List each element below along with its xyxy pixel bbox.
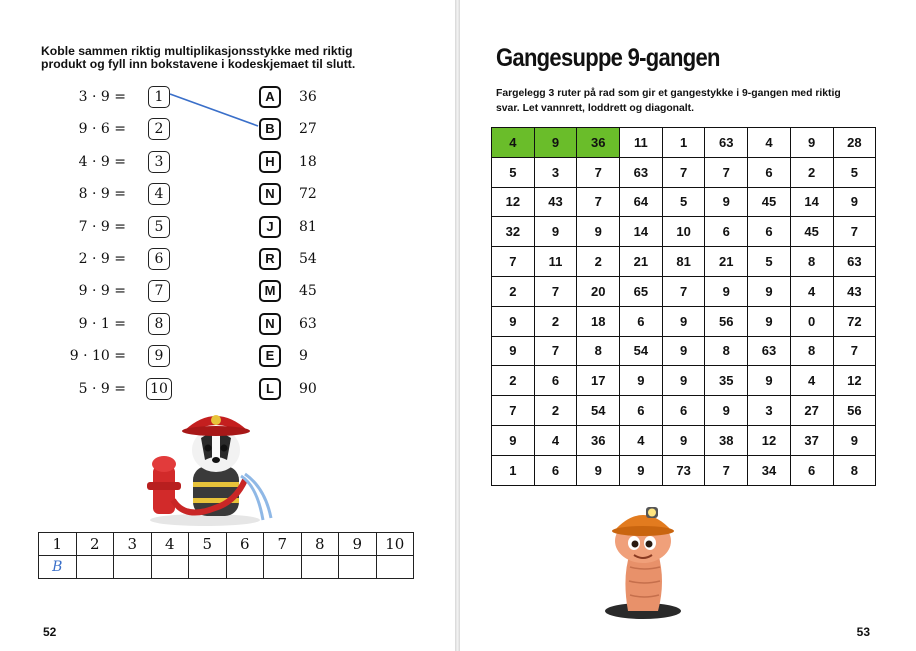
number-grid (491, 127, 876, 486)
grid-cell[interactable]: 63 (833, 247, 876, 277)
letter-box[interactable]: E (259, 345, 281, 367)
code-answer-cell[interactable] (376, 556, 414, 579)
grid-row (492, 396, 876, 426)
grid-cell[interactable]: 9 (577, 217, 620, 247)
grid-cell[interactable]: 0 (790, 306, 833, 336)
grid-cell[interactable]: 8 (577, 336, 620, 366)
grid-cell[interactable]: 7 (534, 276, 577, 306)
match-row (0, 245, 455, 273)
grid-cell[interactable]: 8 (790, 336, 833, 366)
code-header-cell: 10 (376, 533, 414, 556)
grid-cell[interactable]: 6 (705, 217, 748, 247)
grid-cell[interactable]: 7 (833, 336, 876, 366)
grid-cell[interactable]: 72 (833, 306, 876, 336)
code-table (38, 532, 414, 579)
grid-cell[interactable]: 14 (790, 187, 833, 217)
grid-cell[interactable]: 2 (492, 276, 535, 306)
multiplication-expression: 4 · 9 = (78, 153, 126, 170)
grid-cell[interactable]: 7 (577, 157, 620, 187)
right-instruction: Fargelegg 3 ruter på rad som gir et gangestykke i 9-gangen med riktig svar. Let vannrett, loddrett og diagonalt. (496, 88, 841, 114)
code-answer-cell[interactable] (264, 556, 302, 579)
grid-cell[interactable]: 4 (492, 128, 535, 158)
grid-cell[interactable]: 7 (662, 157, 705, 187)
grid-cell[interactable]: 9 (534, 217, 577, 247)
match-row (0, 180, 455, 208)
product-value: 18 (299, 153, 317, 170)
grid-cell[interactable]: 9 (705, 276, 748, 306)
product-value: 45 (299, 283, 317, 300)
number-box[interactable]: 6 (148, 248, 170, 270)
grid-cell[interactable]: 9 (620, 455, 663, 485)
grid-cell[interactable]: 9 (662, 306, 705, 336)
grid-cell[interactable]: 5 (833, 157, 876, 187)
grid-row (492, 306, 876, 336)
match-row (0, 213, 455, 241)
grid-cell[interactable]: 38 (705, 425, 748, 455)
left-instruction: Koble sammen riktig multiplikasjonsstykke med riktig produkt og fyll inn bokstavene i kodeskjemaet til slutt. (41, 44, 356, 71)
worm-miner-illustration (588, 497, 698, 622)
grid-cell[interactable]: 63 (748, 336, 791, 366)
grid-row (492, 366, 876, 396)
grid-cell[interactable]: 28 (833, 128, 876, 158)
code-answer-cell[interactable] (301, 556, 339, 579)
code-header-cell: 3 (114, 533, 152, 556)
grid-cell[interactable]: 5 (492, 157, 535, 187)
grid-cell[interactable]: 9 (748, 306, 791, 336)
product-value: 36 (299, 89, 317, 105)
product-value: 81 (299, 218, 317, 235)
grid-cell[interactable]: 54 (620, 336, 663, 366)
grid-row (492, 425, 876, 455)
grid-cell[interactable]: 54 (577, 396, 620, 426)
grid-cell[interactable]: 7 (492, 396, 535, 426)
match-row (0, 277, 455, 305)
multiplication-expression: 2 · 9 = (78, 251, 126, 267)
grid-cell[interactable]: 4 (748, 128, 791, 158)
grid-cell[interactable]: 6 (534, 455, 577, 485)
grid-cell[interactable]: 2 (534, 306, 577, 336)
letter-box[interactable]: J (259, 216, 281, 238)
grid-cell[interactable]: 12 (492, 187, 535, 217)
multiplication-expression: 9 · 9 = (78, 283, 126, 300)
badger-firefighter-illustration (145, 408, 275, 528)
number-box[interactable]: 4 (148, 183, 170, 205)
grid-row (492, 157, 876, 187)
multiplication-expression: 7 · 9 = (78, 218, 126, 235)
page-title: Gangesuppe 9-gangen (496, 44, 720, 72)
letter-box[interactable]: A (259, 86, 281, 108)
grid-cell[interactable]: 21 (620, 247, 663, 277)
page-number-left: 52 (43, 625, 57, 639)
grid-cell[interactable]: 9 (833, 187, 876, 217)
code-answer-cell[interactable]: B (39, 556, 77, 579)
grid-cell[interactable]: 43 (534, 187, 577, 217)
grid-cell[interactable]: 5 (662, 187, 705, 217)
number-box[interactable]: 2 (148, 118, 170, 140)
number-box[interactable]: 5 (148, 216, 170, 238)
product-value: 27 (299, 121, 317, 138)
grid-cell[interactable]: 3 (748, 396, 791, 426)
grid-cell[interactable]: 1 (662, 128, 705, 158)
grid-cell[interactable]: 8 (790, 247, 833, 277)
grid-cell[interactable]: 9 (705, 396, 748, 426)
grid-cell[interactable]: 2 (492, 366, 535, 396)
code-answer-cell[interactable] (189, 556, 227, 579)
grid-cell[interactable]: 9 (790, 128, 833, 158)
grid-cell[interactable]: 9 (748, 366, 791, 396)
grid-cell[interactable]: 9 (577, 455, 620, 485)
product-value: 9 (299, 348, 308, 365)
multiplication-expression: 9 · 1 = (78, 315, 126, 332)
grid-cell[interactable]: 7 (705, 455, 748, 485)
grid-cell[interactable]: 12 (748, 425, 791, 455)
page-number-right: 53 (856, 625, 870, 639)
code-answer-cell[interactable] (151, 556, 189, 579)
grid-cell[interactable]: 7 (833, 217, 876, 247)
match-row (0, 148, 455, 176)
code-answer-cell[interactable] (226, 556, 264, 579)
grid-cell[interactable]: 6 (534, 366, 577, 396)
grid-cell[interactable]: 8 (833, 455, 876, 485)
grid-cell[interactable]: 10 (662, 217, 705, 247)
grid-cell[interactable]: 6 (662, 396, 705, 426)
grid-cell[interactable]: 9 (662, 425, 705, 455)
left-page (0, 0, 455, 651)
product-value: 54 (299, 251, 317, 267)
letter-box[interactable]: N (259, 313, 281, 335)
grid-cell[interactable]: 35 (705, 366, 748, 396)
grid-row (492, 276, 876, 306)
grid-cell[interactable]: 7 (534, 336, 577, 366)
letter-box[interactable]: B (259, 118, 281, 140)
grid-cell[interactable]: 3 (534, 157, 577, 187)
code-header-cell: 2 (76, 533, 114, 556)
code-answer-cell[interactable] (114, 556, 152, 579)
grid-cell[interactable]: 12 (833, 366, 876, 396)
grid-cell[interactable]: 6 (620, 306, 663, 336)
grid-cell[interactable]: 45 (748, 187, 791, 217)
number-box[interactable]: 1 (148, 86, 170, 108)
code-header-cell: 5 (189, 533, 227, 556)
grid-cell[interactable]: 56 (705, 306, 748, 336)
grid-cell[interactable]: 4 (790, 366, 833, 396)
grid-cell[interactable]: 7 (705, 157, 748, 187)
product-value: 63 (299, 315, 317, 332)
grid-cell[interactable]: 9 (620, 366, 663, 396)
multiplication-expression: 3 · 9 = (78, 89, 126, 105)
grid-cell[interactable]: 7 (492, 247, 535, 277)
number-box[interactable]: 9 (148, 345, 170, 367)
grid-cell[interactable]: 21 (705, 247, 748, 277)
number-box[interactable]: 7 (148, 280, 170, 302)
grid-cell[interactable]: 36 (577, 128, 620, 158)
grid-cell[interactable]: 11 (620, 128, 663, 158)
match-row (0, 310, 455, 338)
grid-cell[interactable]: 4 (790, 276, 833, 306)
grid-row (492, 217, 876, 247)
code-header-cell: 9 (339, 533, 377, 556)
multiplication-expression: 9 · 6 = (78, 121, 126, 138)
grid-cell[interactable]: 5 (748, 247, 791, 277)
letter-box[interactable]: H (259, 151, 281, 173)
grid-cell[interactable]: 32 (492, 217, 535, 247)
grid-cell[interactable]: 73 (662, 455, 705, 485)
multiplication-expression: 5 · 9 = (78, 380, 126, 397)
grid-cell[interactable]: 6 (790, 455, 833, 485)
grid-cell[interactable]: 6 (620, 396, 663, 426)
grid-cell[interactable]: 64 (620, 187, 663, 217)
grid-cell[interactable]: 56 (833, 396, 876, 426)
grid-cell[interactable]: 9 (492, 425, 535, 455)
grid-cell[interactable]: 8 (705, 336, 748, 366)
grid-cell[interactable]: 9 (705, 187, 748, 217)
grid-cell[interactable]: 14 (620, 217, 663, 247)
grid-cell[interactable]: 9 (748, 276, 791, 306)
multiplication-expression: 8 · 9 = (78, 186, 126, 203)
grid-row (492, 247, 876, 277)
code-header-cell: 6 (226, 533, 264, 556)
grid-cell[interactable]: 1 (492, 455, 535, 485)
grid-cell[interactable]: 9 (492, 336, 535, 366)
right-page (460, 0, 916, 651)
letter-box[interactable]: L (259, 378, 281, 400)
match-row (0, 342, 455, 370)
product-value: 72 (299, 186, 317, 203)
grid-cell[interactable]: 7 (662, 276, 705, 306)
grid-row (492, 336, 876, 366)
code-header-cell: 8 (301, 533, 339, 556)
grid-row (492, 455, 876, 485)
grid-cell[interactable]: 9 (662, 336, 705, 366)
match-row (0, 375, 455, 403)
grid-cell[interactable]: 18 (577, 306, 620, 336)
grid-cell[interactable]: 9 (492, 306, 535, 336)
grid-cell[interactable]: 7 (577, 187, 620, 217)
code-answer-cell[interactable] (339, 556, 377, 579)
grid-cell[interactable]: 4 (534, 425, 577, 455)
grid-cell[interactable]: 11 (534, 247, 577, 277)
grid-cell[interactable]: 37 (790, 425, 833, 455)
grid-cell[interactable]: 45 (790, 217, 833, 247)
grid-cell[interactable]: 9 (662, 366, 705, 396)
grid-cell[interactable]: 81 (662, 247, 705, 277)
code-answer-cell[interactable] (76, 556, 114, 579)
match-row (0, 115, 455, 143)
grid-cell[interactable]: 4 (620, 425, 663, 455)
letter-box[interactable]: R (259, 248, 281, 270)
grid-cell[interactable]: 6 (748, 217, 791, 247)
grid-cell[interactable]: 20 (577, 276, 620, 306)
grid-cell[interactable]: 63 (705, 128, 748, 158)
number-box[interactable]: 10 (146, 378, 172, 400)
grid-row (492, 187, 876, 217)
code-header-cell: 4 (151, 533, 189, 556)
grid-cell[interactable]: 17 (577, 366, 620, 396)
grid-cell[interactable]: 2 (790, 157, 833, 187)
grid-cell[interactable]: 2 (534, 396, 577, 426)
multiplication-expression: 9 · 10 = (69, 348, 126, 365)
code-header-cell: 1 (39, 533, 77, 556)
letter-box[interactable]: M (259, 280, 281, 302)
number-box[interactable]: 3 (148, 151, 170, 173)
grid-row (492, 128, 876, 158)
grid-cell[interactable]: 27 (790, 396, 833, 426)
match-row (0, 83, 455, 111)
code-header-cell: 7 (264, 533, 302, 556)
number-box[interactable]: 8 (148, 313, 170, 335)
letter-box[interactable]: N (259, 183, 281, 205)
grid-cell[interactable]: 43 (833, 276, 876, 306)
grid-cell[interactable]: 9 (833, 425, 876, 455)
grid-cell[interactable]: 63 (620, 157, 663, 187)
grid-cell[interactable]: 34 (748, 455, 791, 485)
grid-cell[interactable]: 65 (620, 276, 663, 306)
product-value: 90 (299, 380, 317, 397)
grid-cell[interactable]: 9 (534, 128, 577, 158)
grid-cell[interactable]: 6 (748, 157, 791, 187)
grid-cell[interactable]: 2 (577, 247, 620, 277)
grid-cell[interactable]: 36 (577, 425, 620, 455)
